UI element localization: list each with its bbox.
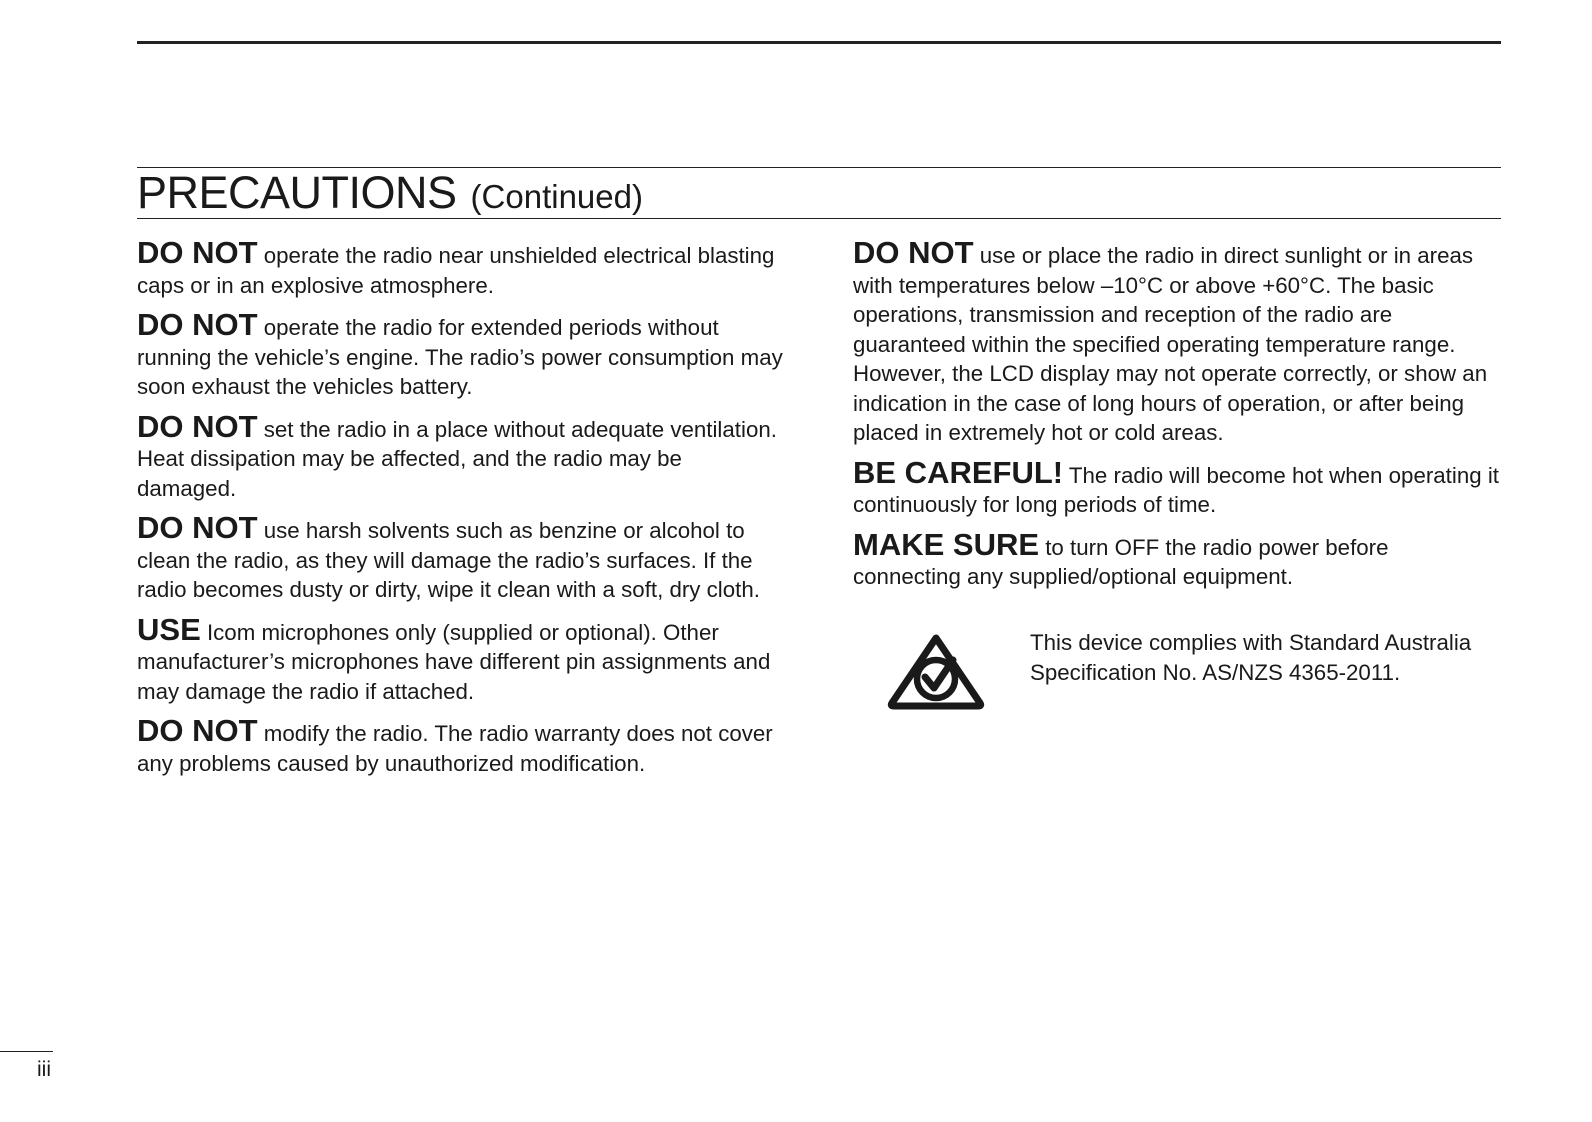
- page-number: iii: [37, 1058, 51, 1081]
- precaution-text: use or place the radio in direct sunlight or in areas with temperatures below –10°C or above +60°C. The basic operations, transmission and reception of the radio are guaranteed within the specified operating temperature range. However, the LCD display may not operate correctly, or show an indication in the case of long hours of operation, or after being placed in extremely hot or cold areas.: [853, 243, 1488, 445]
- precaution-item: [137, 713, 787, 778]
- precaution-text: The radio will become hot when operating it continuously for long periods of time.: [853, 462, 1499, 517]
- precaution-item: [137, 307, 787, 402]
- precaution-keyword: DO NOT: [137, 235, 258, 270]
- precaution-text: operate the radio near unshielded electrical blasting caps or in an explosive atmosphere.: [137, 243, 775, 298]
- precaution-keyword: DO NOT: [137, 713, 258, 748]
- precaution-text: modify the radio. The radio warranty does not cover any problems caused by unauthorized modification.: [137, 721, 773, 776]
- precaution-item: [853, 235, 1501, 448]
- precaution-item: [137, 611, 787, 707]
- page-title-main: PRECAUTIONS: [137, 167, 457, 218]
- precaution-keyword: DO NOT: [137, 307, 258, 342]
- precaution-keyword: DO NOT: [137, 408, 258, 444]
- precaution-text: to turn OFF the radio power before connecting any supplied/optional equipment.: [853, 534, 1389, 589]
- precaution-item: [137, 408, 787, 504]
- footer-rule: [0, 1051, 53, 1052]
- title-rule-bottom: [137, 218, 1501, 219]
- precaution-keyword: BE CAREFUL!: [853, 454, 1064, 490]
- left-column: [137, 235, 787, 788]
- precaution-text: operate the radio for extended periods without running the vehicle’s engine. The radio’s power consumption may soon exhaust the vehicles battery.: [137, 315, 783, 399]
- precaution-text: use harsh solvents such as benzine or alcohol to clean the radio, as they will damage the radio’s surfaces. If the radio becomes dusty or dirty, wipe it clean with a soft, dry cloth.: [137, 518, 760, 602]
- right-column: [853, 235, 1501, 602]
- precaution-keyword: DO NOT: [137, 510, 258, 545]
- page-title: [137, 167, 643, 218]
- precaution-text: Icom microphones only (supplied or optional). Other manufacturer’s microphones have different pin assignments and may damage the radio if attached.: [137, 619, 771, 704]
- precaution-text: set the radio in a place without adequate ventilation. Heat dissipation may be affected, and the radio may be damaged.: [137, 416, 777, 501]
- rcm-compliance-mark-icon: [886, 633, 986, 711]
- page-title-subtitle: (Continued): [470, 178, 643, 215]
- precaution-item: [853, 526, 1501, 592]
- precaution-keyword: USE: [137, 611, 201, 647]
- compliance-notice: [853, 628, 1501, 738]
- precaution-keyword: DO NOT: [853, 235, 974, 270]
- top-rule: [137, 41, 1501, 44]
- compliance-text: This device complies with Standard Australia Specification No. AS/NZS 4365-2011.: [1030, 630, 1472, 685]
- precaution-keyword: MAKE SURE: [853, 526, 1040, 562]
- precaution-item: [137, 235, 787, 300]
- precaution-item: [137, 510, 787, 605]
- precaution-item: [853, 454, 1501, 520]
